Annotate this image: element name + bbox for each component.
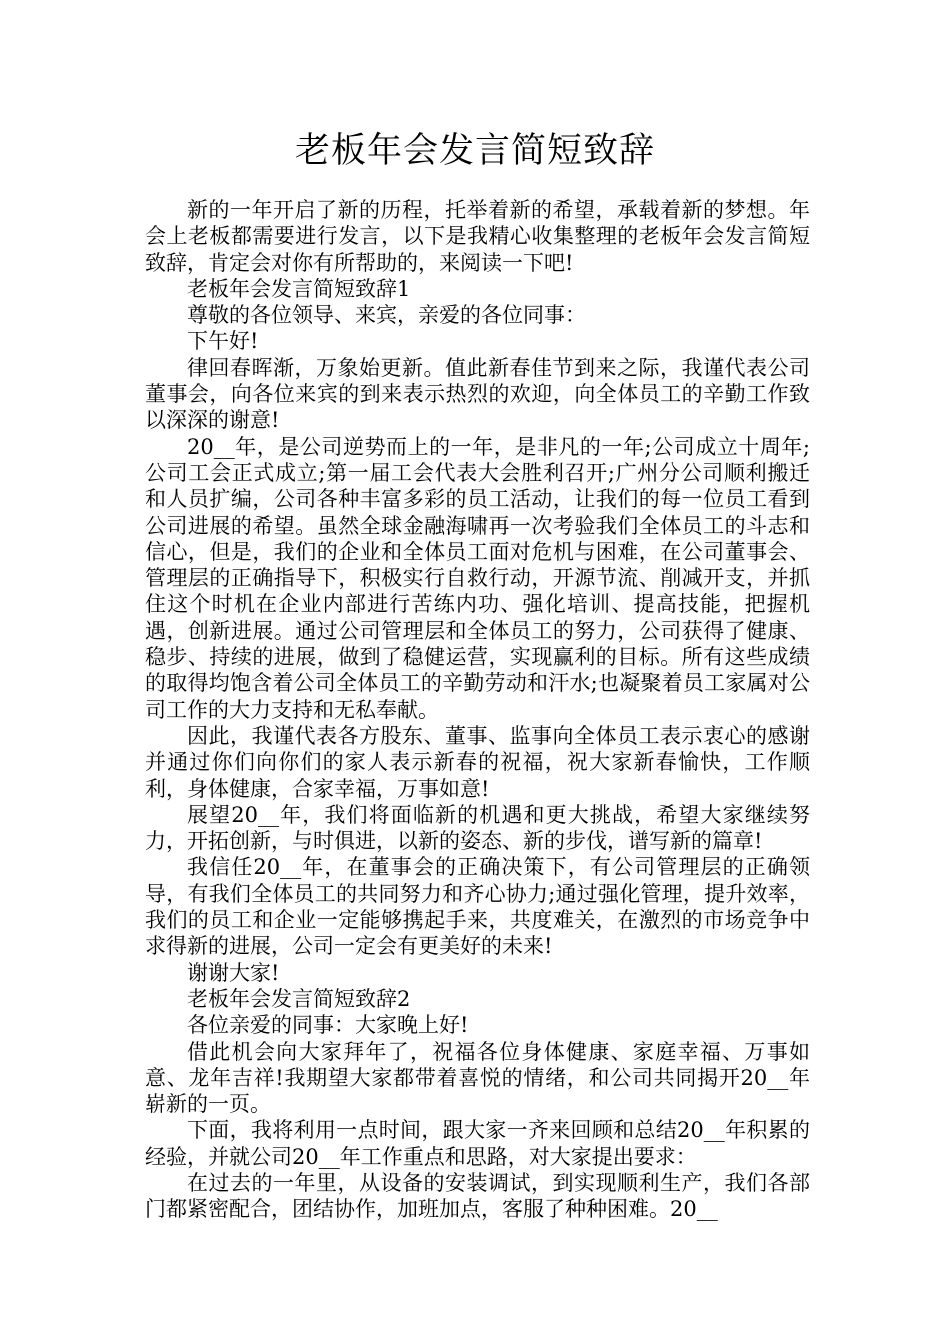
body-paragraph: 在过去的一年里，从设备的安装调试，到实现顺利生产，我们各部门都紧密配合，团结协作，加班加点，客服了种种困难。20__ [145,1170,810,1222]
closing-line: 谢谢大家! [187,960,280,985]
document-title: 老板年会发言简短致辞 [294,131,655,171]
salutation: 尊敬的各位领导、来宾，亲爱的各位同事： [187,303,586,328]
body-paragraph: 我信任20__年，在董事会的正确决策下，有公司管理层的正确领导，有我们全体员工的共同努力和齐心协力;通过强化管理，提升效率，我们的员工和企业一定能够携起手来，共度难关，在激烈的市场竞争中求得新的进展，公司一定会有更美好的未来! [145,855,810,959]
document-body [145,197,810,1223]
salutation: 各位亲爱的同事：大家晚上好! [187,1013,469,1038]
section-heading-2: 老板年会发言简短致辞2 [187,986,411,1011]
body-paragraph: 因此，我谨代表各方股东、董事、监事向全体员工表示衷心的感谢并通过你们向你们的家人表示新春的祝福，祝大家新春愉快，工作顺利，身体健康，合家幸福，万事如意! [145,723,810,801]
intro-paragraph: 新的一年开启了新的历程，托举着新的希望，承载着新的梦想。年会上老板都需要进行发言，以下是我精心收集整理的老板年会发言简短致辞，肯定会对你有所帮助的，来阅读一下吧! [145,198,810,275]
greeting: 下午好! [187,329,259,354]
body-paragraph: 20__年，是公司逆势而上的一年，是非凡的一年;公司成立十周年;公司工会正式成立;第一届工会代表大会胜利召开;广州分公司顺利搬迁和人员扩编，公司各种丰富多彩的员工活动，让我们的每一位员工看到公司进展的希望。虽然全球金融海啸再一次考验我们全体员工的斗志和信心，但是，我们的企业和全体员工面对危机与困难，在公司董事会、管理层的正确指导下，积极实行自救行动，开源节流、削减开支，并抓住这个时机在企业内部进行苦练内功、强化培训、提高技能，把握机遇，创新进展。通过公司管理层和全体员工的努力，公司获得了健康、稳步、持续的进展，做到了稳健运营，实现赢利的目标。所有这些成绩的取得均饱含着公司全体员工的辛勤劳动和汗水;也凝聚着员工家属对公司工作的大力支持和无私奉献。 [145,434,810,722]
body-paragraph: 借此机会向大家拜年了，祝福各位身体健康、家庭幸福、万事如意、龙年吉祥!我期望大家都带着喜悦的情绪，和公司共同揭开20__年崭新的一页。 [145,1039,810,1117]
body-paragraph: 下面，我将利用一点时间，跟大家一齐来回顾和总结20__年积累的经验，并就公司20__年工作重点和思路，对大家提出要求： [145,1118,810,1169]
section-heading-1: 老板年会发言简短致辞1 [187,276,411,301]
body-paragraph: 展望20__年，我们将面临新的机遇和更大挑战，希望大家继续努力，开拓创新，与时俱进，以新的姿态、新的步伐，谱写新的篇章! [145,802,810,854]
body-paragraph: 律回春晖渐，万象始更新。值此新春佳节到来之际，我谨代表公司董事会，向各位来宾的到来表示热烈的欢迎，向全体员工的辛勤工作致以深深的谢意! [145,355,810,433]
